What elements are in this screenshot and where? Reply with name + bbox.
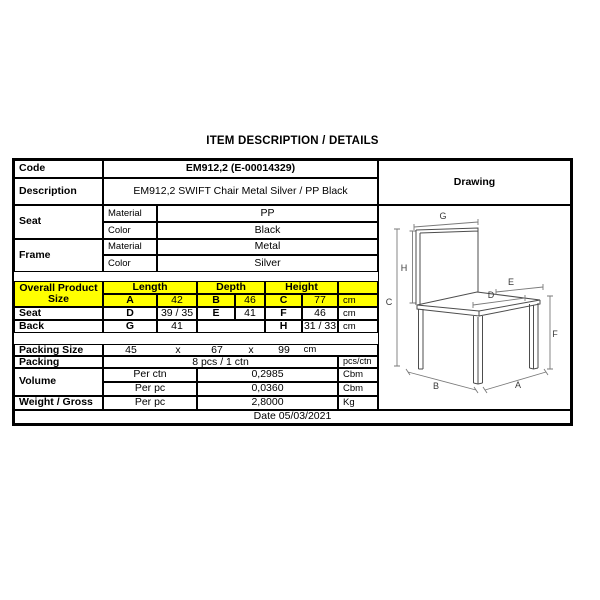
packing-unit: pcs/ctn bbox=[338, 356, 378, 368]
frame-material-label: Material bbox=[103, 239, 157, 255]
back-dims-label: Back bbox=[14, 320, 103, 333]
frame-label: Frame bbox=[14, 239, 103, 272]
unit-header-empty bbox=[338, 281, 378, 294]
seat-material-label: Material bbox=[103, 205, 157, 222]
drawing-label-b: B bbox=[432, 381, 440, 391]
dim-d-key: D bbox=[103, 307, 157, 320]
dim-c-value: 77 bbox=[302, 294, 338, 307]
dim-g-value: 41 bbox=[157, 320, 197, 333]
overall-size-line2: Size bbox=[47, 293, 69, 305]
seat-material-value: PP bbox=[157, 205, 378, 222]
dim-a-value: 42 bbox=[157, 294, 197, 307]
code-value: EM912,2 (E-00014329) bbox=[103, 160, 378, 178]
chair-drawing bbox=[379, 206, 570, 409]
dim-f-key: F bbox=[265, 307, 302, 320]
dim-e-value: 41 bbox=[235, 307, 265, 320]
packing-size-v1: 45 bbox=[125, 343, 137, 356]
chair-leg-front bbox=[474, 316, 483, 384]
dim-b-key: B bbox=[197, 294, 235, 307]
dim-b-value: 46 bbox=[235, 294, 265, 307]
overall-size-label bbox=[14, 281, 103, 307]
chair-leg-right bbox=[530, 303, 539, 369]
volume-per-pc-label: Per pc bbox=[103, 382, 197, 396]
drawing-label-a: A bbox=[514, 380, 522, 390]
packing-size-unit: cm bbox=[303, 344, 317, 356]
drawing-label-e: E bbox=[507, 277, 515, 287]
frame-color-label: Color bbox=[103, 255, 157, 272]
packing-size-value bbox=[103, 344, 378, 356]
drawing-label-c: C bbox=[385, 297, 393, 307]
dim-line-b bbox=[406, 369, 478, 393]
packing-label: Packing bbox=[14, 356, 103, 368]
drawing-label-h: H bbox=[400, 263, 408, 273]
drawing-label-d: D bbox=[487, 290, 495, 300]
weight-unit: Kg bbox=[338, 396, 378, 410]
volume-label: Volume bbox=[14, 368, 103, 396]
dim-h-value: 31 / 33 bbox=[303, 320, 337, 332]
weight-label: Weight / Gross bbox=[14, 396, 103, 410]
description-value: EM912,2 SWIFT Chair Metal Silver / PP Black bbox=[103, 178, 378, 205]
code-label: Code bbox=[14, 160, 103, 178]
seat-dims-unit: cm bbox=[338, 307, 378, 320]
seat-color-label: Color bbox=[103, 222, 157, 239]
height-header: Height bbox=[265, 281, 338, 294]
description-label: Description bbox=[14, 178, 103, 205]
dim-line-h bbox=[410, 231, 416, 303]
drawing-header: Drawing bbox=[378, 160, 571, 205]
volume-pc-unit: Cbm bbox=[338, 382, 378, 396]
chair-seat-top bbox=[417, 292, 540, 311]
dim-d-value: 39 / 35 bbox=[157, 307, 197, 320]
frame-color-value: Silver bbox=[157, 255, 378, 272]
length-header: Length bbox=[103, 281, 197, 294]
volume-ctn-value: 0,2985 bbox=[197, 368, 338, 382]
weight-per-label: Per pc bbox=[103, 396, 197, 410]
weight-value: 2,8000 bbox=[197, 396, 338, 410]
packing-size-x1: x bbox=[175, 343, 181, 356]
dim-g-key: G bbox=[103, 320, 157, 333]
chair-leg-left bbox=[419, 309, 424, 369]
frame-material-value: Metal bbox=[157, 239, 378, 255]
dim-h-key: H bbox=[265, 320, 302, 333]
page-title: ITEM DESCRIPTION / DETAILS bbox=[206, 135, 379, 147]
date-cell: Date 05/03/2021 bbox=[14, 410, 571, 424]
dim-c-key: C bbox=[265, 294, 302, 307]
drawing-panel bbox=[378, 205, 571, 410]
seat-color-value: Black bbox=[157, 222, 378, 239]
overall-unit: cm bbox=[338, 294, 378, 307]
packing-size-v2: 67 bbox=[211, 343, 223, 356]
dim-line-c bbox=[394, 229, 400, 366]
seat-label: Seat bbox=[14, 205, 103, 239]
drawing-label-f: F bbox=[552, 329, 558, 339]
packing-size-v3: 99 bbox=[278, 343, 290, 356]
packing-size-label: Packing Size bbox=[14, 344, 103, 356]
seat-dims-label: Seat bbox=[14, 307, 103, 320]
overall-size-line1: Overall Product bbox=[19, 281, 98, 294]
volume-ctn-unit: Cbm bbox=[338, 368, 378, 382]
back-dims-unit: cm bbox=[338, 320, 378, 333]
dim-e-key: E bbox=[197, 307, 235, 320]
packing-value: 8 pcs / 1 ctn bbox=[103, 356, 338, 368]
dim-f-value: 46 bbox=[302, 307, 338, 320]
volume-pc-value: 0,0360 bbox=[197, 382, 338, 396]
dim-line-e bbox=[496, 284, 543, 295]
back-dims-empty bbox=[197, 320, 265, 333]
drawing-label-g: G bbox=[439, 211, 447, 221]
dim-a-key: A bbox=[103, 294, 157, 307]
packing-size-x2: x bbox=[248, 343, 254, 356]
volume-per-ctn-label: Per ctn bbox=[103, 368, 197, 382]
depth-header: Depth bbox=[197, 281, 265, 294]
